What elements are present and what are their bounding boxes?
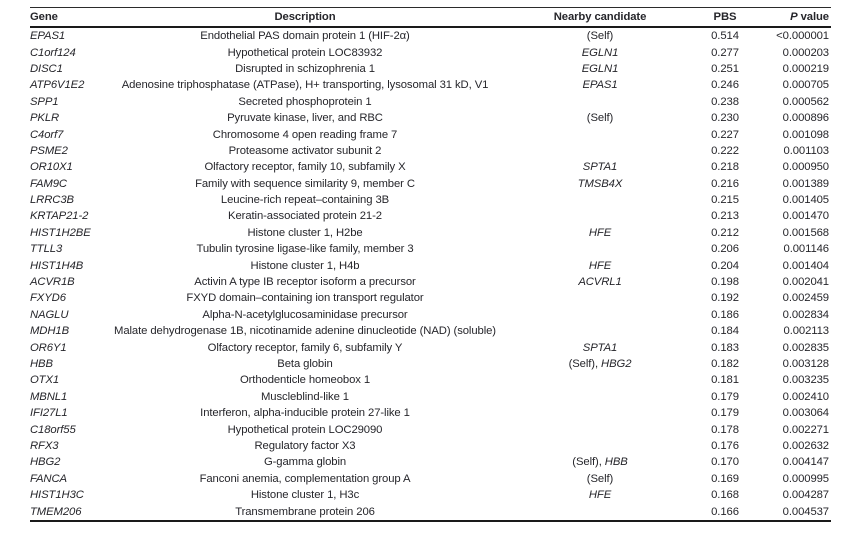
pbs-cell: 0.206 bbox=[711, 243, 739, 256]
table-row bbox=[30, 372, 831, 388]
pbs-cell: 0.179 bbox=[711, 390, 739, 403]
p-value-cell: 0.004147 bbox=[782, 456, 829, 469]
gene-cell: PSME2 bbox=[30, 144, 68, 157]
nearby-gene-name: TMSB4X bbox=[577, 177, 623, 190]
table-row bbox=[30, 225, 831, 241]
table-row bbox=[30, 61, 831, 77]
pbs-cell: 0.168 bbox=[711, 489, 739, 502]
gene-cell: OR6Y1 bbox=[30, 341, 67, 354]
pbs-cell: 0.176 bbox=[711, 439, 739, 452]
description-cell: Hypothetical protein LOC29090 bbox=[227, 423, 383, 436]
table-row bbox=[30, 454, 831, 470]
p-value-cell: 0.000562 bbox=[782, 95, 829, 108]
pbs-cell: 0.222 bbox=[711, 144, 739, 157]
nearby-gene-name: SPTA1 bbox=[582, 341, 618, 354]
gene-cell: PKLR bbox=[30, 112, 60, 125]
gene-cell: KRTAP21-2 bbox=[30, 210, 89, 223]
gene-cell: C18orf55 bbox=[30, 423, 76, 436]
description-cell: Interferon, alpha-inducible protein 27-like 1 bbox=[200, 407, 410, 420]
nearby-candidate-cell bbox=[505, 487, 695, 503]
pbs-cell: 0.198 bbox=[711, 276, 739, 289]
table-row bbox=[30, 192, 831, 208]
nearby-candidate-cell bbox=[505, 143, 695, 159]
p-value-cell: 0.001404 bbox=[782, 259, 829, 272]
table-row bbox=[30, 274, 831, 290]
pbs-cell: 0.178 bbox=[711, 423, 739, 436]
table-row bbox=[30, 143, 831, 159]
nearby-gene-name: ACVRL1 bbox=[578, 276, 622, 289]
nearby-gene-name: HBB bbox=[604, 456, 628, 469]
p-value-cell: 0.002041 bbox=[782, 276, 829, 289]
p-value-cell: 0.000219 bbox=[782, 62, 829, 75]
nearby-gene-name: EGLN1 bbox=[581, 46, 619, 59]
description-cell: Histone cluster 1, H3c bbox=[250, 489, 360, 502]
nearby-candidate-cell bbox=[505, 389, 695, 405]
table-row bbox=[30, 44, 831, 60]
nearby-gene-name: HFE bbox=[588, 489, 612, 502]
self-label: (Self) bbox=[586, 30, 614, 43]
description-cell: FXYD domain–containing ion transport regulator bbox=[186, 292, 424, 305]
description-cell: Chromosome 4 open reading frame 7 bbox=[212, 128, 398, 141]
description-cell: Histone cluster 1, H4b bbox=[250, 259, 360, 272]
gene-cell: NAGLU bbox=[30, 308, 69, 321]
pbs-cell: 0.166 bbox=[711, 505, 739, 518]
description-cell: Keratin-associated protein 21-2 bbox=[228, 210, 382, 223]
table-row bbox=[30, 110, 831, 126]
gene-cell: OTX1 bbox=[30, 374, 60, 387]
table-row bbox=[30, 126, 831, 142]
p-value-cell: 0.004287 bbox=[782, 489, 829, 502]
nearby-candidate-cell: (Self), HBG2 bbox=[568, 358, 632, 370]
gene-cell: SPP1 bbox=[30, 95, 59, 108]
gene-cell: C1orf124 bbox=[30, 46, 76, 59]
p-value-cell: 0.002113 bbox=[783, 325, 829, 338]
gene-cell: ACVR1B bbox=[30, 276, 75, 289]
nearby-candidate-cell bbox=[505, 274, 695, 290]
nearby-candidate-cell bbox=[505, 339, 695, 355]
p-value-cell: 0.002410 bbox=[782, 390, 829, 403]
nearby-candidate-cell bbox=[505, 257, 695, 273]
self-label: (Self) bbox=[586, 472, 614, 485]
gene-cell: FXYD6 bbox=[30, 292, 66, 305]
nearby-candidate-cell bbox=[505, 176, 695, 192]
table-row bbox=[30, 27, 831, 44]
nearby-candidate-cell bbox=[505, 241, 695, 257]
table-row bbox=[30, 471, 831, 487]
gene-cell: MBNL1 bbox=[30, 390, 68, 403]
table-row bbox=[30, 241, 831, 257]
pbs-cell: 0.212 bbox=[711, 226, 739, 239]
table-row bbox=[30, 487, 831, 503]
table-row bbox=[30, 176, 831, 192]
nearby-candidate-cell bbox=[505, 323, 695, 339]
p-value-cell: 0.003064 bbox=[782, 407, 829, 420]
table-row bbox=[30, 438, 831, 454]
column-header-gene: Gene bbox=[30, 8, 105, 28]
nearby-candidate-cell bbox=[505, 126, 695, 142]
description-cell: Endothelial PAS domain protein 1 (HIF-2α) bbox=[200, 30, 410, 43]
nearby-candidate-cell bbox=[505, 421, 695, 437]
gene-cell: RFX3 bbox=[30, 439, 59, 452]
description-cell: Muscleblind-like 1 bbox=[261, 390, 349, 403]
self-label: (Self) bbox=[586, 112, 614, 125]
p-value-cell: 0.001405 bbox=[782, 194, 829, 207]
description-cell: Orthodenticle homeobox 1 bbox=[239, 374, 371, 387]
description-cell: Proteasome activator subunit 2 bbox=[228, 144, 382, 157]
nearby-candidate-cell bbox=[505, 405, 695, 421]
pbs-cell: 0.213 bbox=[711, 210, 739, 223]
gene-cell: TMEM206 bbox=[30, 505, 82, 518]
p-value-cell: 0.001103 bbox=[783, 144, 829, 157]
p-value-cell: 0.004537 bbox=[782, 505, 829, 518]
description-cell: Beta globin bbox=[277, 358, 333, 370]
p-value-cell: 0.002834 bbox=[782, 308, 829, 321]
description-cell: Hypothetical protein LOC83932 bbox=[227, 46, 383, 59]
nearby-gene-name: HFE bbox=[588, 226, 612, 239]
table-row bbox=[30, 339, 831, 355]
gene-cell: FANCA bbox=[30, 472, 67, 485]
pbs-cell: 0.170 bbox=[711, 456, 739, 469]
table-row bbox=[30, 389, 831, 405]
pbs-cell: 0.216 bbox=[711, 177, 739, 190]
description-cell: Transmembrane protein 206 bbox=[235, 505, 375, 518]
p-value-cell: 0.002271 bbox=[782, 423, 829, 436]
gene-cell: ATP6V1E2 bbox=[30, 79, 85, 92]
description-cell: Secreted phosphoprotein 1 bbox=[238, 95, 372, 108]
pbs-cell: 0.230 bbox=[711, 112, 739, 125]
nearby-gene-name: EPAS1 bbox=[582, 79, 618, 92]
pbs-cell: 0.218 bbox=[711, 161, 739, 174]
p-value-rest: value bbox=[797, 11, 829, 23]
pbs-cell: 0.215 bbox=[711, 194, 739, 207]
nearby-candidate-cell: (Self), HBB bbox=[572, 456, 628, 469]
description-cell: Malate dehydrogenase 1B, nicotinamide adenine dinucleotide (NAD) (soluble) bbox=[114, 325, 496, 338]
p-value-cell: 0.002459 bbox=[782, 292, 829, 305]
column-header-nearby-candidate: Nearby candidate bbox=[505, 8, 695, 28]
gene-cell: EPAS1 bbox=[30, 30, 66, 43]
p-value-cell: 0.002632 bbox=[782, 439, 829, 452]
description-cell: Tubulin tyrosine ligase-like family, member 3 bbox=[196, 243, 414, 256]
p-value-cell: 0.003235 bbox=[782, 374, 829, 387]
description-cell: G-gamma globin bbox=[263, 456, 347, 469]
gene-cell: HIST1H4B bbox=[30, 259, 84, 272]
description-cell: Histone cluster 1, H2be bbox=[247, 226, 363, 239]
gene-cell: HIST1H3C bbox=[30, 489, 84, 502]
gene-cell: DISC1 bbox=[30, 62, 63, 75]
p-value-cell: <0.000001 bbox=[776, 30, 829, 43]
description-cell: Regulatory factor X3 bbox=[254, 439, 356, 452]
pbs-cell: 0.238 bbox=[711, 95, 739, 108]
nearby-gene-name: HBG2 bbox=[601, 358, 632, 370]
table-row bbox=[30, 405, 831, 421]
table-row bbox=[30, 290, 831, 306]
description-cell: Activin A type IB receptor isoform a precursor bbox=[194, 276, 416, 289]
p-value-cell: 0.001470 bbox=[782, 210, 829, 223]
table-row bbox=[30, 208, 831, 224]
table-row bbox=[30, 77, 831, 93]
p-value-cell: 0.000950 bbox=[782, 161, 829, 174]
gene-pbs-table bbox=[30, 7, 831, 522]
p-value-cell: 0.000896 bbox=[782, 112, 829, 125]
description-cell: Adenosine triphosphatase (ATPase), H+ transporting, lysosomal 31 kD, V1 bbox=[121, 79, 489, 92]
nearby-candidate-cell bbox=[505, 94, 695, 110]
description-cell: Fanconi anemia, complementation group A bbox=[199, 472, 411, 485]
nearby-candidate-cell bbox=[505, 77, 695, 93]
pbs-cell: 0.182 bbox=[711, 358, 739, 370]
nearby-candidate-cell bbox=[505, 61, 695, 77]
description-cell: Olfactory receptor, family 6, subfamily Y bbox=[207, 341, 403, 354]
nearby-candidate-cell bbox=[505, 225, 695, 241]
nearby-gene-name: SPTA1 bbox=[582, 161, 618, 174]
nearby-gene-name: EGLN1 bbox=[581, 62, 619, 75]
pbs-cell: 0.183 bbox=[711, 341, 739, 354]
nearby-gene-name: HFE bbox=[588, 259, 612, 272]
description-cell: Olfactory receptor, family 10, subfamily X bbox=[204, 161, 406, 174]
p-value-cell: 0.001098 bbox=[782, 128, 829, 141]
column-header-pbs: PBS bbox=[695, 8, 755, 28]
pbs-cell: 0.227 bbox=[711, 128, 739, 141]
gene-cell: HIST1H2BE bbox=[30, 226, 91, 239]
gene-cell: HBG2 bbox=[30, 456, 61, 469]
nearby-candidate-cell bbox=[505, 471, 695, 487]
table-row bbox=[30, 94, 831, 110]
gene-cell: FAM9C bbox=[30, 177, 67, 190]
column-header-description: Description bbox=[105, 8, 505, 28]
description-cell: Pyruvate kinase, liver, and RBC bbox=[227, 112, 383, 125]
table-row bbox=[30, 356, 831, 372]
p-value-cell: 0.001568 bbox=[782, 226, 829, 239]
gene-cell: C4orf7 bbox=[30, 128, 64, 141]
nearby-candidate-cell bbox=[505, 44, 695, 60]
table-row bbox=[30, 323, 831, 339]
nearby-candidate-cell bbox=[505, 159, 695, 175]
description-cell: Alpha-N-acetylglucosaminidase precursor bbox=[202, 308, 408, 321]
table-row bbox=[30, 257, 831, 273]
table-row bbox=[30, 159, 831, 175]
nearby-candidate-cell bbox=[505, 110, 695, 126]
table-body bbox=[30, 27, 831, 521]
self-label: (Self) bbox=[572, 456, 599, 469]
gene-cell: IFI27L1 bbox=[30, 407, 68, 420]
pbs-cell: 0.192 bbox=[711, 292, 739, 305]
pbs-cell: 0.186 bbox=[711, 308, 739, 321]
gene-cell: MDH1B bbox=[30, 325, 70, 338]
table-row bbox=[30, 421, 831, 437]
p-value-cell: 0.000203 bbox=[782, 46, 829, 59]
gene-cell: OR10X1 bbox=[30, 161, 73, 174]
gene-cell: HBB bbox=[30, 358, 53, 370]
pbs-cell: 0.251 bbox=[711, 62, 739, 75]
nearby-candidate-cell bbox=[505, 503, 695, 520]
p-value-cell: 0.000705 bbox=[782, 79, 829, 92]
p-value-italic-p: P bbox=[790, 11, 798, 23]
table-row bbox=[30, 503, 831, 520]
nearby-candidate-cell bbox=[505, 192, 695, 208]
pbs-cell: 0.169 bbox=[711, 472, 739, 485]
nearby-candidate-cell bbox=[505, 208, 695, 224]
p-value-cell: 0.003128 bbox=[782, 358, 829, 370]
description-cell: Disrupted in schizophrenia 1 bbox=[235, 62, 375, 75]
pbs-cell: 0.277 bbox=[711, 46, 739, 59]
pbs-cell: 0.514 bbox=[711, 30, 739, 43]
gene-cell: TTLL3 bbox=[30, 243, 63, 256]
gene-cell: LRRC3B bbox=[30, 194, 74, 207]
nearby-candidate-cell bbox=[505, 27, 695, 44]
nearby-candidate-cell bbox=[505, 438, 695, 454]
p-value-cell: 0.002835 bbox=[782, 341, 829, 354]
table-header bbox=[30, 8, 831, 28]
pbs-cell: 0.204 bbox=[711, 259, 739, 272]
table-row bbox=[30, 307, 831, 323]
pbs-cell: 0.246 bbox=[711, 79, 739, 92]
self-label: (Self) bbox=[568, 358, 595, 370]
p-value-cell: 0.000995 bbox=[782, 472, 829, 485]
pbs-cell: 0.184 bbox=[711, 325, 739, 338]
description-cell: Leucine-rich repeat–containing 3B bbox=[220, 194, 390, 207]
column-header-p-value bbox=[755, 8, 831, 28]
p-value-cell: 0.001146 bbox=[783, 243, 829, 256]
header-row bbox=[30, 8, 831, 28]
nearby-candidate-cell bbox=[505, 290, 695, 306]
description-cell: Family with sequence similarity 9, member C bbox=[195, 177, 415, 190]
nearby-candidate-cell bbox=[505, 307, 695, 323]
p-value-cell: 0.001389 bbox=[782, 177, 829, 190]
pbs-cell: 0.181 bbox=[711, 374, 739, 387]
pbs-cell: 0.179 bbox=[711, 407, 739, 420]
nearby-candidate-cell bbox=[505, 372, 695, 388]
